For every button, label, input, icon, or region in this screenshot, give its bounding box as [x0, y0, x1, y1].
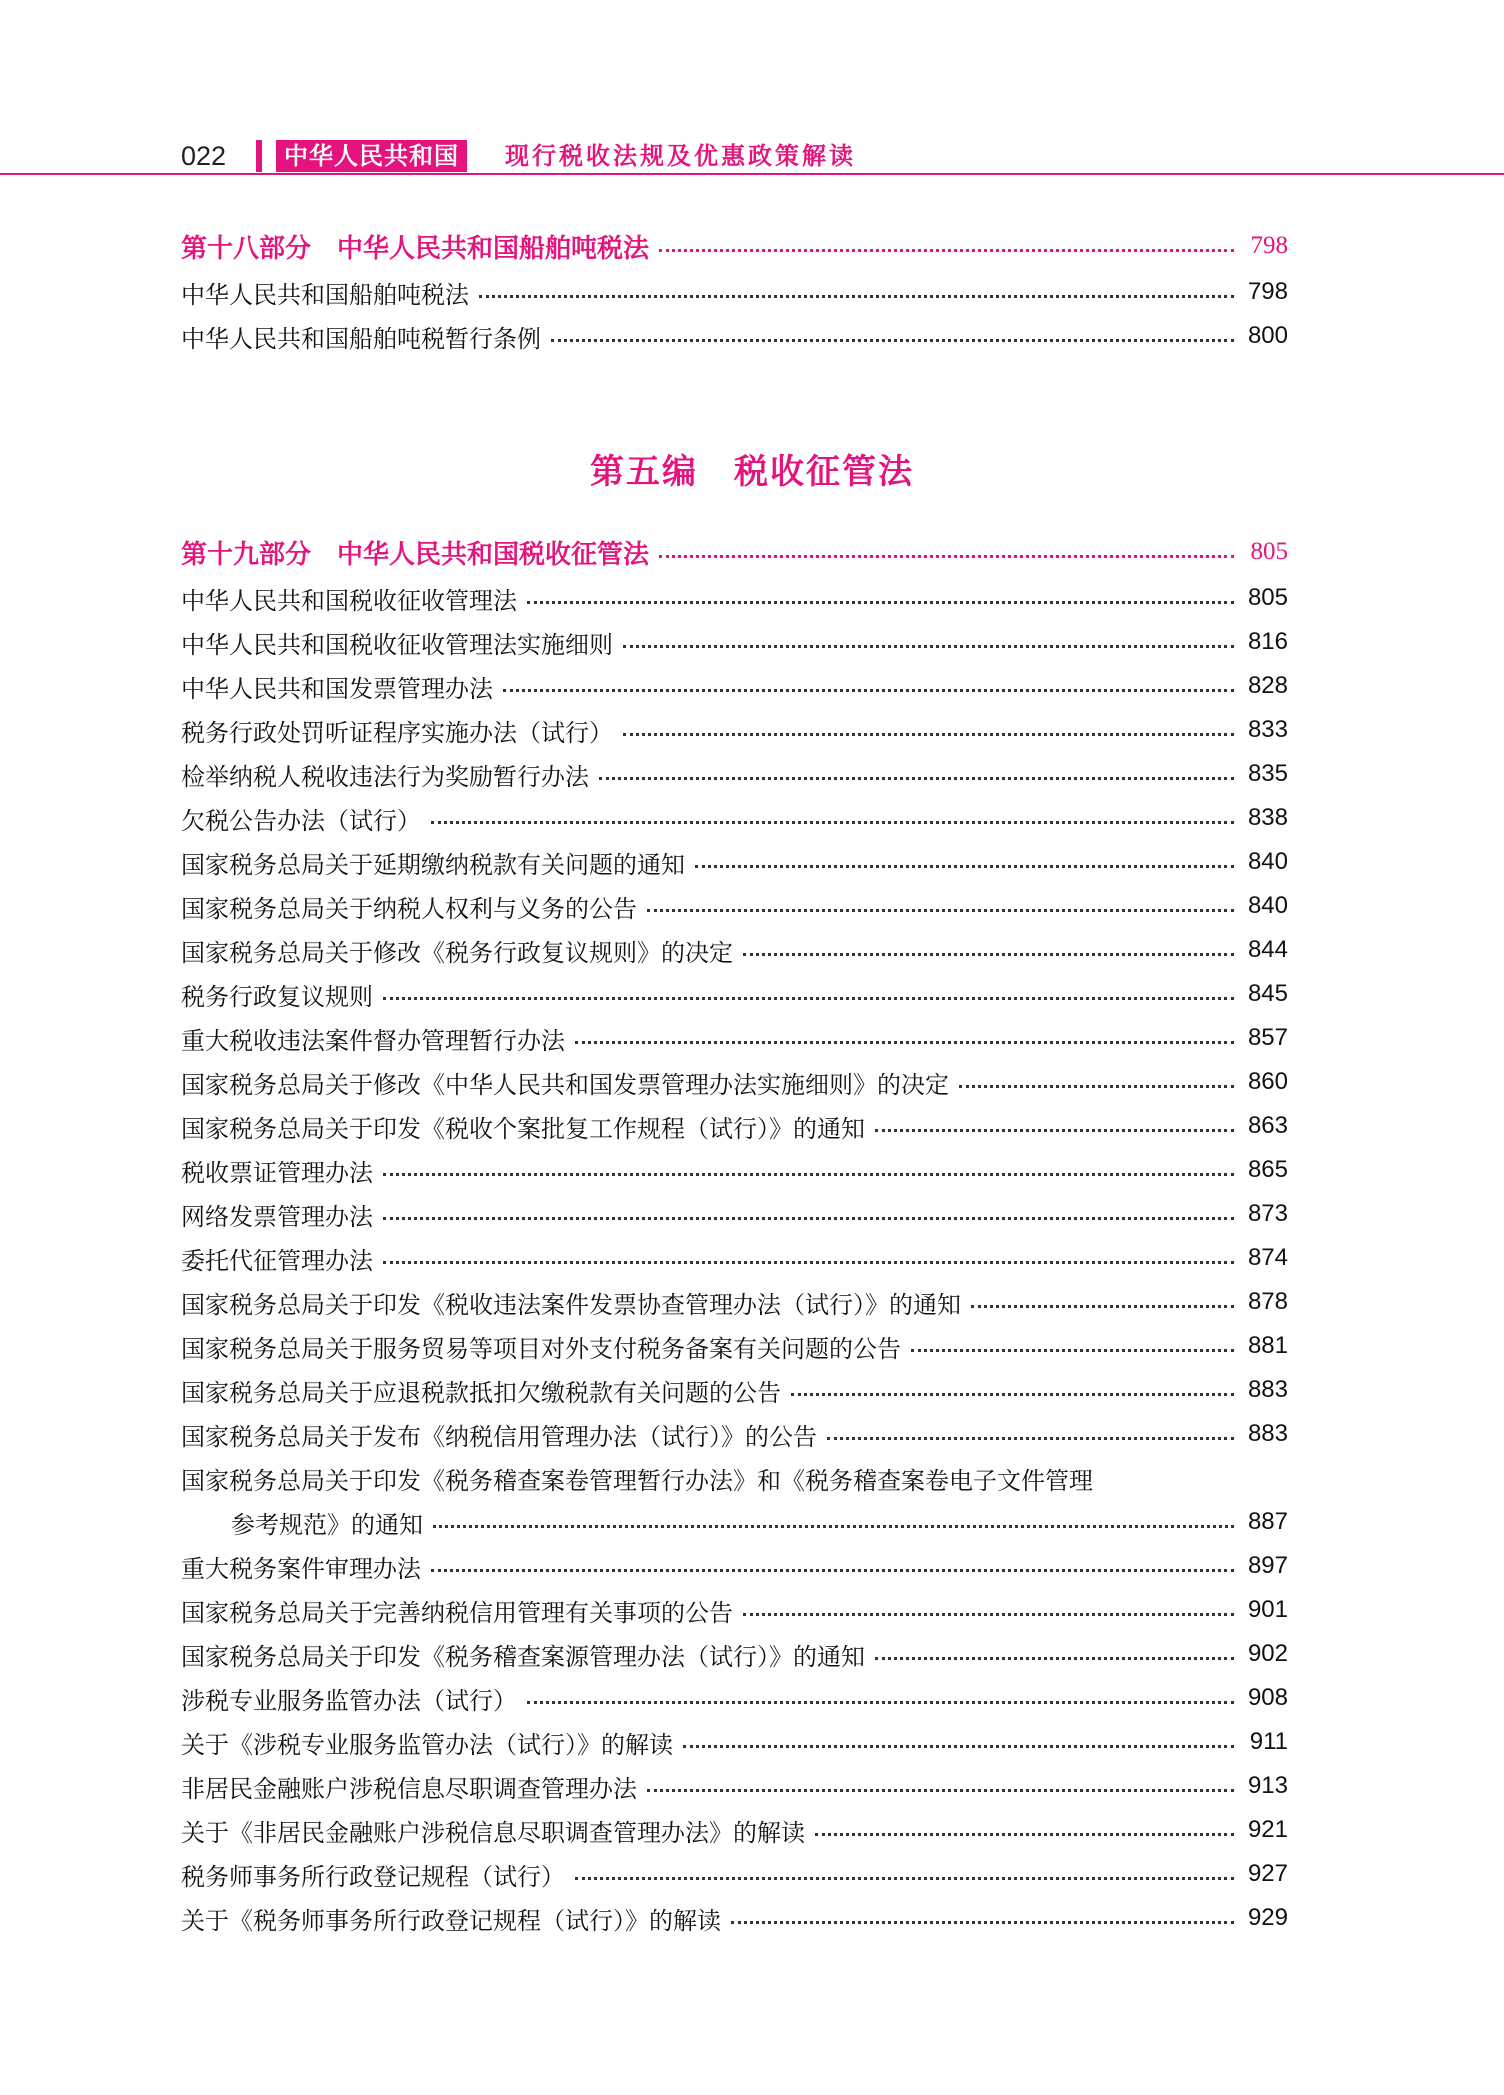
entry-page: 873 — [1247, 1200, 1288, 1227]
part-title: 第十九部分 中华人民共和国税收征管法 — [181, 539, 650, 570]
dot-leader — [647, 909, 1234, 912]
entry-page: 863 — [1247, 1112, 1288, 1139]
dot-leader — [479, 295, 1234, 298]
header-rule — [0, 173, 1504, 175]
toc-entry[interactable] — [181, 1632, 1288, 1676]
dot-leader — [971, 1305, 1234, 1308]
entry-label: 税收票证管理办法 — [181, 1158, 373, 1187]
entry-label: 国家税务总局关于应退税款抵扣欠缴税款有关问题的公告 — [181, 1378, 781, 1407]
dot-leader — [647, 1789, 1234, 1792]
part-page: 798 — [1250, 232, 1288, 259]
entry-label: 国家税务总局关于服务贸易等项目对外支付税务备案有关问题的公告 — [181, 1334, 901, 1363]
toc-entry[interactable] — [181, 270, 1288, 314]
entry-label: 国家税务总局关于印发《税收个案批复工作规程（试行）》的通知 — [181, 1114, 865, 1143]
entry-label: 关于《非居民金融账户涉税信息尽职调查管理办法》的解读 — [181, 1818, 805, 1847]
entry-label: 关于《涉税专业服务监管办法（试行）》的解读 — [181, 1730, 673, 1759]
entry-page: 883 — [1247, 1420, 1288, 1447]
toc-entry[interactable] — [181, 620, 1288, 664]
dot-leader — [599, 777, 1234, 780]
page-header — [0, 140, 1504, 172]
dot-leader — [527, 601, 1234, 604]
toc-entry[interactable] — [181, 752, 1288, 796]
dot-leader — [743, 953, 1234, 956]
entry-page: 800 — [1247, 322, 1288, 349]
dot-leader — [383, 1217, 1234, 1220]
entry-label: 欠税公告办法（试行） — [181, 806, 421, 835]
dot-leader — [791, 1393, 1234, 1396]
toc-entry[interactable] — [181, 1808, 1288, 1852]
section-title: 第五编 税收征管法 — [590, 452, 914, 492]
header-accent-bar — [256, 140, 262, 172]
entry-page: 844 — [1247, 936, 1288, 963]
dot-leader — [383, 1173, 1234, 1176]
entry-page: 902 — [1247, 1640, 1288, 1667]
page-number: 022 — [181, 141, 227, 171]
dot-leader — [575, 1041, 1234, 1044]
dot-leader — [659, 555, 1234, 558]
toc-entry[interactable] — [181, 1104, 1288, 1148]
entry-page: 901 — [1247, 1596, 1288, 1623]
toc-entry[interactable] — [181, 1764, 1288, 1808]
entry-label: 涉税专业服务监管办法（试行） — [181, 1686, 517, 1715]
toc-entry[interactable] — [181, 1280, 1288, 1324]
dot-leader — [815, 1833, 1234, 1836]
toc-entry[interactable] — [181, 1324, 1288, 1368]
entry-label: 国家税务总局关于延期缴纳税款有关问题的通知 — [181, 850, 685, 879]
toc-entry-multiline-first[interactable] — [181, 1456, 1288, 1500]
header-box-label: 中华人民共和国 — [276, 140, 467, 172]
part-page: 805 — [1250, 538, 1288, 565]
dot-leader — [959, 1085, 1234, 1088]
entry-page: 881 — [1247, 1332, 1288, 1359]
entry-page: 883 — [1247, 1376, 1288, 1403]
entry-page: 921 — [1247, 1816, 1288, 1843]
dot-leader — [551, 339, 1234, 342]
toc-entry[interactable] — [181, 1368, 1288, 1412]
entry-label: 中华人民共和国税收征收管理法 — [181, 586, 517, 615]
dot-leader — [911, 1349, 1234, 1352]
dot-leader — [383, 997, 1234, 1000]
dot-leader — [433, 1525, 1234, 1528]
entry-label: 参考规范》的通知 — [231, 1510, 423, 1539]
entry-label: 中华人民共和国船舶吨税暂行条例 — [181, 324, 541, 353]
toc-entry[interactable] — [181, 1236, 1288, 1280]
entry-label: 中华人民共和国发票管理办法 — [181, 674, 493, 703]
entry-page: 833 — [1247, 716, 1288, 743]
dot-leader — [623, 733, 1234, 736]
toc-entry[interactable] — [181, 1148, 1288, 1192]
entry-page: 887 — [1247, 1508, 1288, 1535]
dot-leader — [683, 1745, 1234, 1748]
entry-label: 非居民金融账户涉税信息尽职调查管理办法 — [181, 1774, 637, 1803]
entry-label: 网络发票管理办法 — [181, 1202, 373, 1231]
dot-leader — [431, 821, 1234, 824]
entry-label: 国家税务总局关于印发《税收违法案件发票协查管理办法（试行）》的通知 — [181, 1290, 961, 1319]
entry-label: 税务行政处罚听证程序实施办法（试行） — [181, 718, 613, 747]
entry-label: 重大税收违法案件督办管理暂行办法 — [181, 1026, 565, 1055]
entry-page: 913 — [1247, 1772, 1288, 1799]
toc-entry[interactable] — [181, 1192, 1288, 1236]
entry-page: 845 — [1247, 980, 1288, 1007]
entry-page: 838 — [1247, 804, 1288, 831]
toc-entry[interactable] — [181, 972, 1288, 1016]
entry-page: 816 — [1247, 628, 1288, 655]
toc-entry[interactable] — [181, 1060, 1288, 1104]
dot-leader — [503, 689, 1234, 692]
dot-leader — [743, 1613, 1234, 1616]
toc-entry[interactable] — [181, 1676, 1288, 1720]
toc-entry[interactable] — [181, 1016, 1288, 1060]
entry-page: 798 — [1247, 278, 1288, 305]
entry-page: 840 — [1247, 848, 1288, 875]
entry-page: 805 — [1247, 584, 1288, 611]
entry-label: 检举纳税人税收违法行为奖励暂行办法 — [181, 762, 589, 791]
toc-part-heading[interactable] — [181, 528, 1288, 576]
part-title: 第十八部分 中华人民共和国船舶吨税法 — [181, 233, 650, 264]
dot-leader — [623, 645, 1234, 648]
toc-entry[interactable] — [181, 1896, 1288, 1940]
entry-label: 中华人民共和国船舶吨税法 — [181, 280, 469, 309]
toc-entry-multiline-second[interactable] — [181, 1500, 1288, 1544]
entry-label: 国家税务总局关于印发《税务稽查案卷管理暂行办法》和《税务稽查案卷电子文件管理 — [181, 1466, 1093, 1495]
entry-page: 927 — [1247, 1860, 1288, 1887]
entry-label: 税务行政复议规则 — [181, 982, 373, 1011]
dot-leader — [875, 1129, 1234, 1132]
toc-entry[interactable] — [181, 884, 1288, 928]
dot-leader — [659, 249, 1234, 252]
entry-page: 865 — [1247, 1156, 1288, 1183]
entry-label: 税务师事务所行政登记规程（试行） — [181, 1862, 565, 1891]
entry-label: 关于《税务师事务所行政登记规程（试行）》的解读 — [181, 1906, 721, 1935]
toc-part-heading[interactable] — [181, 222, 1288, 270]
entry-page: 828 — [1247, 672, 1288, 699]
entry-label: 国家税务总局关于修改《中华人民共和国发票管理办法实施细则》的决定 — [181, 1070, 949, 1099]
entry-label: 国家税务总局关于完善纳税信用管理有关事项的公告 — [181, 1598, 733, 1627]
dot-leader — [695, 865, 1234, 868]
dot-leader — [875, 1657, 1234, 1660]
entry-label: 国家税务总局关于发布《纳税信用管理办法（试行）》的公告 — [181, 1422, 817, 1451]
entry-label: 委托代征管理办法 — [181, 1246, 373, 1275]
entry-label: 中华人民共和国税收征收管理法实施细则 — [181, 630, 613, 659]
entry-page: 835 — [1247, 760, 1288, 787]
toc-entry[interactable] — [181, 796, 1288, 840]
dot-leader — [527, 1701, 1234, 1704]
dot-leader — [383, 1261, 1234, 1264]
header-title: 现行税收法规及优惠政策解读 — [505, 142, 856, 170]
entry-page: 860 — [1247, 1068, 1288, 1095]
entry-page: 878 — [1247, 1288, 1288, 1315]
toc-entry[interactable] — [181, 1852, 1288, 1896]
toc-entry[interactable] — [181, 928, 1288, 972]
dot-leader — [431, 1569, 1234, 1572]
toc-entry[interactable] — [181, 664, 1288, 708]
entry-page: 908 — [1247, 1684, 1288, 1711]
entry-label: 国家税务总局关于印发《税务稽查案源管理办法（试行）》的通知 — [181, 1642, 865, 1671]
entry-label: 国家税务总局关于纳税人权利与义务的公告 — [181, 894, 637, 923]
dot-leader — [731, 1921, 1234, 1924]
toc-entry[interactable] — [181, 1412, 1288, 1456]
toc-part-18 — [181, 222, 1288, 358]
dot-leader — [575, 1877, 1234, 1880]
entry-page: 929 — [1247, 1904, 1288, 1931]
entry-label: 重大税务案件审理办法 — [181, 1554, 421, 1583]
entry-page: 897 — [1247, 1552, 1288, 1579]
dot-leader — [827, 1437, 1234, 1440]
toc-entry[interactable] — [181, 840, 1288, 884]
toc-entry[interactable] — [181, 1544, 1288, 1588]
toc-entry[interactable] — [181, 1720, 1288, 1764]
toc-entry[interactable] — [181, 576, 1288, 620]
toc-part-19 — [181, 528, 1288, 1940]
toc-entry[interactable] — [181, 1588, 1288, 1632]
entry-label: 国家税务总局关于修改《税务行政复议规则》的决定 — [181, 938, 733, 967]
entry-page: 911 — [1249, 1728, 1288, 1755]
entry-page: 874 — [1247, 1244, 1288, 1271]
entry-page: 857 — [1247, 1024, 1288, 1051]
toc-entry[interactable] — [181, 708, 1288, 752]
toc-entry[interactable] — [181, 314, 1288, 358]
entry-page: 840 — [1247, 892, 1288, 919]
